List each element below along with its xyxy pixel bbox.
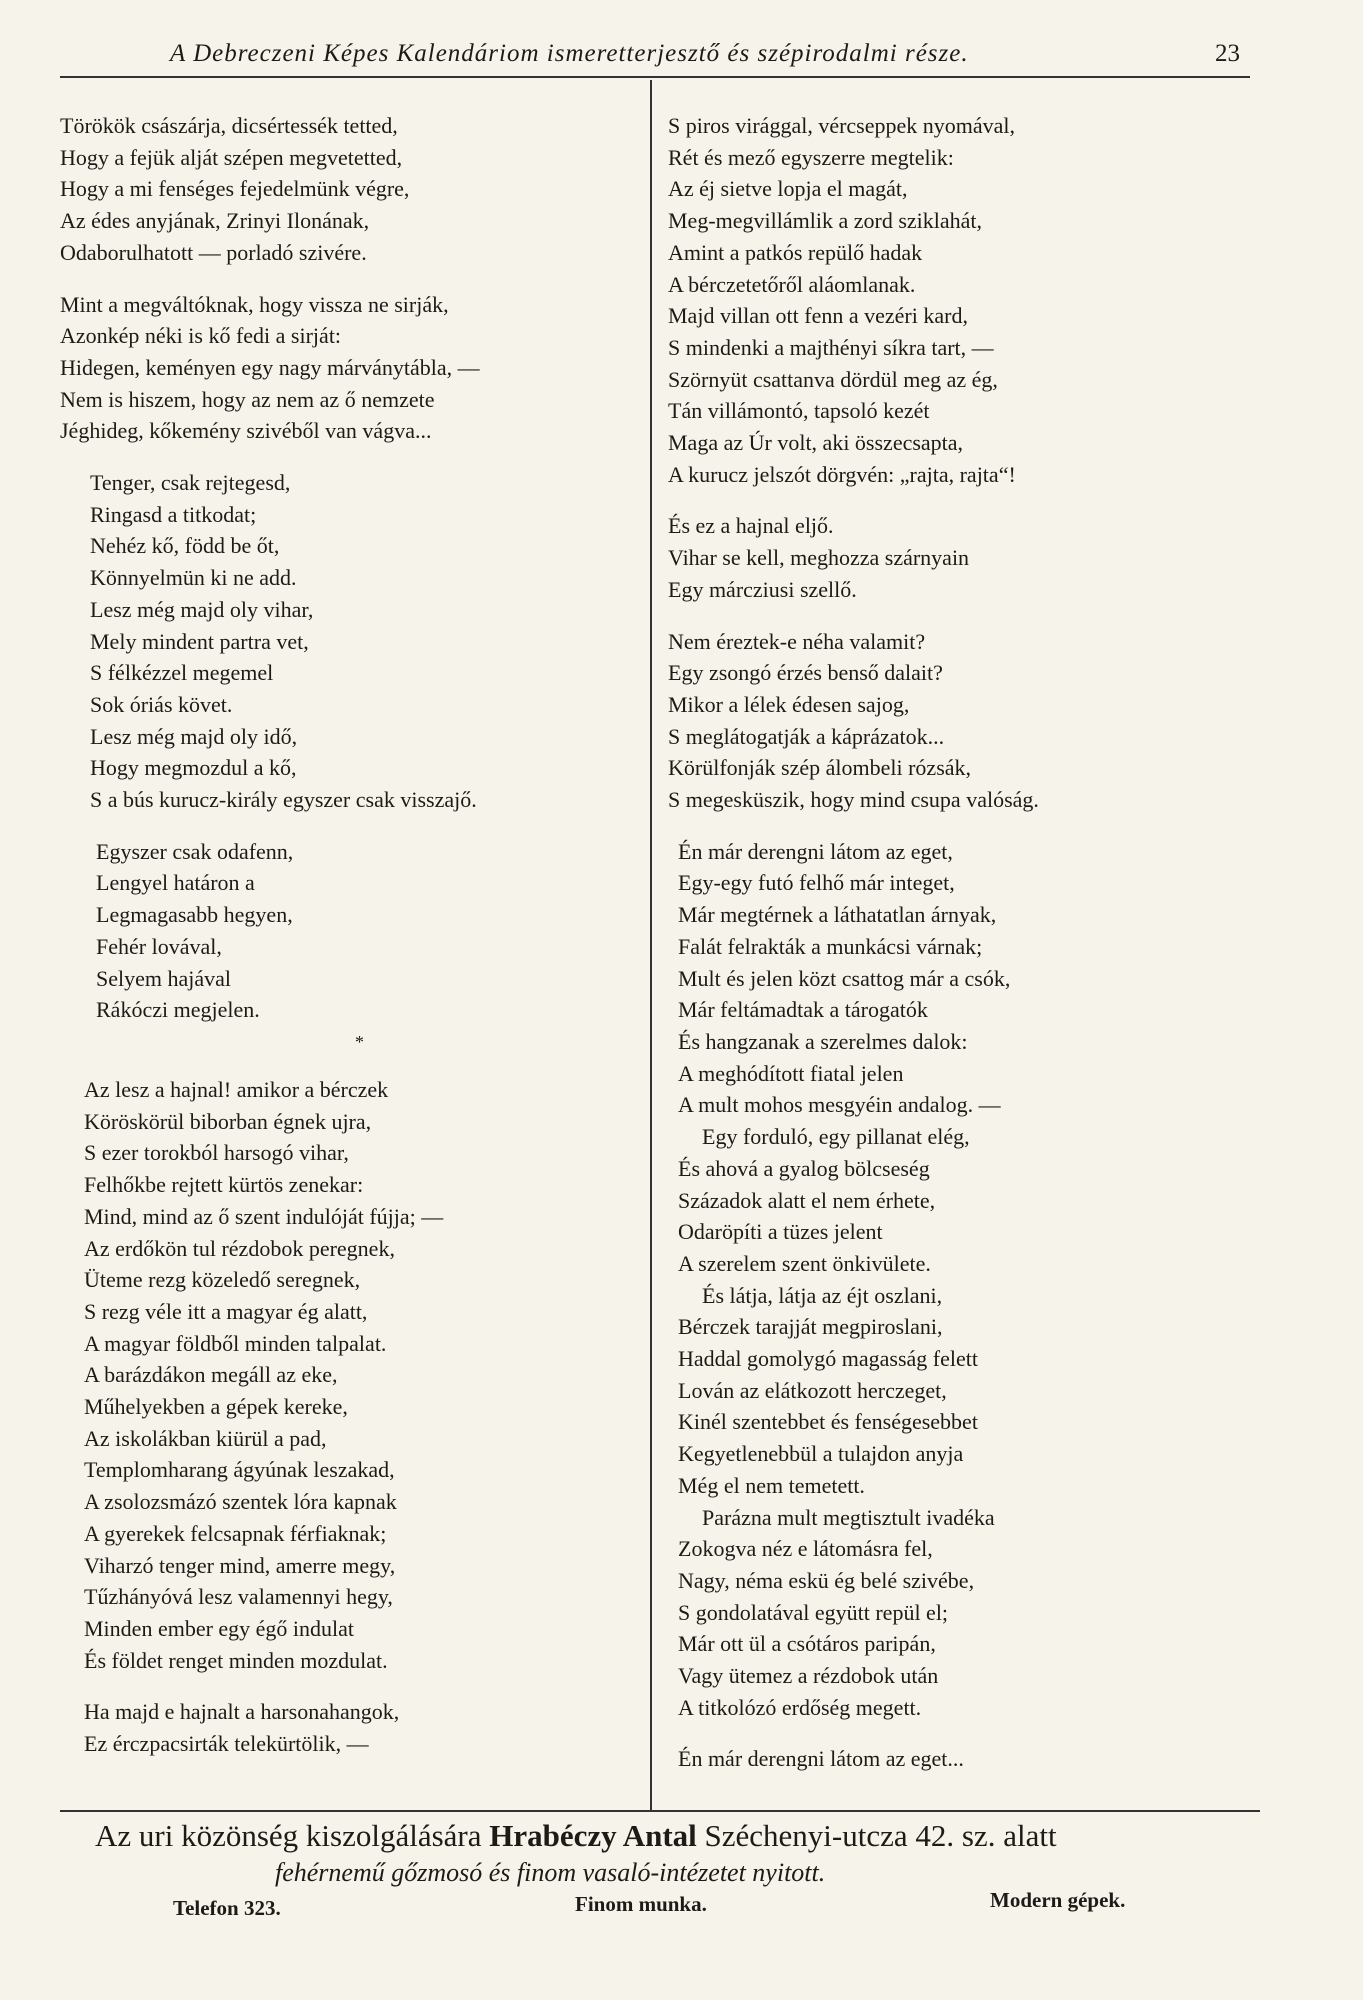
verse-line: Zokogva néz e látomásra fel, <box>678 1536 933 1562</box>
verse-line: Törökök császárja, dicsértessék tetted, <box>60 113 398 138</box>
verse-line: A meghódított fiatal jelen <box>678 1060 904 1086</box>
verse-line: Az iskolákban kiürül a pad, <box>84 1425 327 1451</box>
ad-headline-pre: Az uri közönség kiszolgálására <box>95 1818 482 1853</box>
verse-line: Templomharang ágyúnak leszakad, <box>84 1457 395 1483</box>
verse-line: Mely mindent partra vet, <box>90 628 309 654</box>
verse-line: Ez érczpacsirták telekürtölik, — <box>84 1731 369 1757</box>
stanza <box>668 110 1253 490</box>
verse-line: Sok óriás követ. <box>90 691 233 717</box>
verse-line: Odaborulhatott — porladó szivére. <box>60 239 367 265</box>
verse-line: Lesz még majd oly vihar, <box>90 596 314 622</box>
verse-line: Az erdőkön tul rézdobok peregnek, <box>84 1235 395 1261</box>
verse-line: Hogy a mi fenséges fejedelmünk végre, <box>60 176 410 202</box>
verse-line: Falát felrakták a munkácsi várnak; <box>678 933 983 959</box>
verse-line: Tűzhányóvá lesz valamennyi hegy, <box>84 1584 393 1610</box>
verse-line: Haddal gomolygó magasság felett <box>678 1346 978 1372</box>
page-number: 23 <box>1215 40 1240 67</box>
verse-line: Az lesz a hajnal! amikor a bérczek <box>84 1076 389 1102</box>
verse-line: Mint a megváltóknak, hogy vissza ne sirják, <box>60 291 449 317</box>
verse-line: A gyerekek felcsapnak férfiaknak; <box>84 1520 387 1546</box>
header-rule <box>60 76 1250 78</box>
verse-line: S mindenki a majthényi síkra tart, — <box>668 334 994 360</box>
verse-line: Nagy, néma eskü ég belé szivébe, <box>678 1567 975 1593</box>
verse-line: A titkolózó erdőség megett. <box>678 1694 922 1720</box>
verse-line: Már feltámadtak a tárogatók <box>678 997 928 1023</box>
verse-line: S ezer torokból harsogó vihar, <box>84 1140 349 1166</box>
verse-line: Nem éreztek-e néha valamit? <box>668 628 926 654</box>
verse-line: Lován az elátkozott herczeget, <box>678 1377 947 1403</box>
verse-line: Egyszer csak odafenn, <box>96 838 294 864</box>
verse-line: Körülfonják szép álombeli rózsák, <box>668 755 972 781</box>
footer-rule <box>60 1810 1260 1812</box>
stanza <box>60 1696 645 1759</box>
verse-line: Selyem hajával <box>96 965 232 991</box>
verse-line: Jéghideg, kőkemény szivéből van vágva... <box>60 418 432 444</box>
verse-line: S a bús kurucz-király egyszer csak visszajő. <box>90 787 477 813</box>
ad-business-name: Hrabéczy Antal <box>489 1818 697 1853</box>
verse-line: Köröskörül biborban égnek ujra, <box>84 1108 372 1134</box>
verse-line: Az édes anyjának, Zrinyi Ilonának, <box>60 208 370 234</box>
verse-line: Maga az Úr volt, aki összecsapta, <box>668 430 964 456</box>
page-header <box>60 38 1240 80</box>
verse-line: Egy forduló, egy pillanat elég, <box>702 1124 970 1150</box>
verse-line: Meg-megvillámlik a zord sziklahát, <box>668 208 983 234</box>
verse-line: Tenger, csak rejtegesd, <box>90 470 291 496</box>
verse-line: Vihar se kell, meghozza szárnyain <box>668 545 970 571</box>
verse-line: Ringasd a titkodat; <box>90 501 257 527</box>
ad-headline <box>95 1818 1057 1854</box>
stanza <box>60 467 645 816</box>
ad-telephone: Telefon 323. <box>173 1896 281 1920</box>
verse-line: Amint a patkós repülő hadak <box>668 239 923 265</box>
verse-line: A barázdákon megáll az eke, <box>84 1362 338 1388</box>
stanza <box>60 1074 645 1676</box>
verse-line: A bérczetetőről aláomlanak. <box>668 271 916 297</box>
verse-line: Hidegen, keményen egy nagy márványtábla, — <box>60 354 480 380</box>
verse-line: S megesküszik, hogy mind csupa valóság. <box>668 787 1039 813</box>
verse-line: Üteme rezg közeledő seregnek, <box>84 1267 361 1293</box>
verse-line: Majd villan ott fenn a vezéri kard, <box>668 303 968 329</box>
verse-line: Viharzó tenger mind, amerre megy, <box>84 1552 396 1578</box>
verse-line: Az éj sietve lopja el magát, <box>668 176 908 202</box>
verse-line: A szerelem szent önkivülete. <box>678 1250 931 1276</box>
verse-line: És ahová a gyalog bölcseség <box>678 1155 930 1181</box>
verse-line: Már megtérnek a láthatatlan árnyak, <box>678 902 997 928</box>
verse-line: Műhelyekben a gépek kereke, <box>84 1394 348 1420</box>
ad-subline: fehérnemű gőzmosó és finom vasaló-intézetet nyitott. <box>275 1858 826 1887</box>
verse-line: Kegyetlenebbül a tulajdon anyja <box>678 1441 964 1467</box>
left-column <box>60 110 645 1760</box>
stanza <box>668 510 1253 605</box>
stanza <box>60 110 645 269</box>
verse-line: S piros virággal, vércseppek nyomával, <box>668 113 1016 138</box>
verse-line: Mind, mind az ő szent indulóját fújja; — <box>84 1203 444 1229</box>
verse-line: Rét és mező egyszerre megtelik: <box>668 144 954 170</box>
verse-line: S gondolatával együtt repül el; <box>678 1599 949 1625</box>
verse-line: Felhőkbe rejtett kürtös zenekar: <box>84 1172 364 1198</box>
verse-line: Ha majd e hajnalt a harsonahangok, <box>84 1699 400 1725</box>
verse-line: Tán villámontó, tapsoló kezét <box>668 398 930 424</box>
verse-line: Egy márcziusi szellő. <box>668 576 857 602</box>
verse-line: S rezg véle itt a magyar ég alatt, <box>84 1298 368 1324</box>
verse-line: Már ott ül a csótáros paripán, <box>678 1631 936 1657</box>
verse-line: Én már derengni látom az eget... <box>678 1746 964 1772</box>
verse-line: Odaröpíti a tüzes jelent <box>678 1219 883 1245</box>
verse-line: Fehér lovával, <box>96 933 222 959</box>
verse-line: Lengyel határon a <box>96 870 255 896</box>
verse-line: A magyar földből minden talpalat. <box>84 1330 387 1356</box>
stanza <box>668 626 1253 816</box>
verse-line: A mult mohos mesgyéin andalog. — <box>678 1092 1001 1118</box>
stanza <box>668 1743 1253 1775</box>
verse-line: Szörnyüt csattanva dördül meg az ég, <box>668 366 998 392</box>
verse-line: S meglátogatják a káprázatok... <box>668 723 945 749</box>
verse-line: Könnyelmün ki ne add. <box>90 565 297 591</box>
verse-line: A zsolozsmázó szentek lóra kapnak <box>84 1489 397 1515</box>
right-column <box>668 110 1253 1775</box>
verse-line: Nem is hiszem, hogy az nem az ő nemzete <box>60 386 435 412</box>
verse-line: És látja, látja az éjt oszlani, <box>702 1282 943 1308</box>
verse-line: És hangzanak a szerelmes dalok: <box>678 1028 968 1054</box>
verse-line: S félkézzel megemel <box>90 660 274 686</box>
verse-line: Századok alatt el nem érhete, <box>678 1187 936 1213</box>
verse-line: Lesz még majd oly idő, <box>90 723 298 749</box>
verse-line: Rákóczi megjelen. <box>96 997 260 1023</box>
ad-address: Széchenyi-utcza 42. sz. alatt <box>704 1818 1057 1853</box>
verse-line: Mult és jelen közt csattog már a csók, <box>678 965 1011 991</box>
verse-line: És ez a hajnal eljő. <box>668 513 834 539</box>
running-title: A Debreczeni Képes Kalendáriom ismeretterjesztő és szépirodalmi része. <box>170 40 969 67</box>
verse-line: Nehéz kő, född be őt, <box>90 533 280 559</box>
section-separator: * <box>355 1031 364 1052</box>
verse-line: Minden ember egy égő indulat <box>84 1615 355 1641</box>
verse-line: Parázna mult megtisztult ivadéka <box>702 1504 995 1530</box>
verse-line: Bérczek tarajját megpiroslani, <box>678 1314 943 1340</box>
verse-line: Hogy megmozdul a kő, <box>90 755 297 781</box>
verse-line: Hogy a fejük alját szépen megvetetted, <box>60 144 403 170</box>
verse-line: Én már derengni látom az eget, <box>678 838 953 864</box>
verse-line: Vagy ütemez a rézdobok után <box>678 1663 939 1689</box>
verse-line: Legmagasabb hegyen, <box>96 902 293 928</box>
verse-line: Egy-egy futó felhő már integet, <box>678 870 955 896</box>
verse-line: A kurucz jelszót dörgvén: „rajta, rajta“! <box>668 461 1016 487</box>
stanza <box>60 289 645 448</box>
ad-slogan-work: Finom munka. <box>575 1892 707 1916</box>
stanza <box>668 836 1253 1724</box>
verse-line: Mikor a lélek édesen sajog, <box>668 691 910 717</box>
column-divider <box>650 80 652 1810</box>
stanza <box>60 836 645 1026</box>
verse-line: Még el nem temetett. <box>678 1472 865 1498</box>
verse-line: Egy zsongó érzés benső dalait? <box>668 660 943 686</box>
verse-line: És földet renget minden mozdulat. <box>84 1647 388 1673</box>
verse-line: Kinél szentebbet és fenségesebbet <box>678 1409 978 1435</box>
ad-slogan-machines: Modern gépek. <box>990 1888 1126 1912</box>
verse-line: Azonkép néki is kő fedi a sirját: <box>60 323 342 349</box>
